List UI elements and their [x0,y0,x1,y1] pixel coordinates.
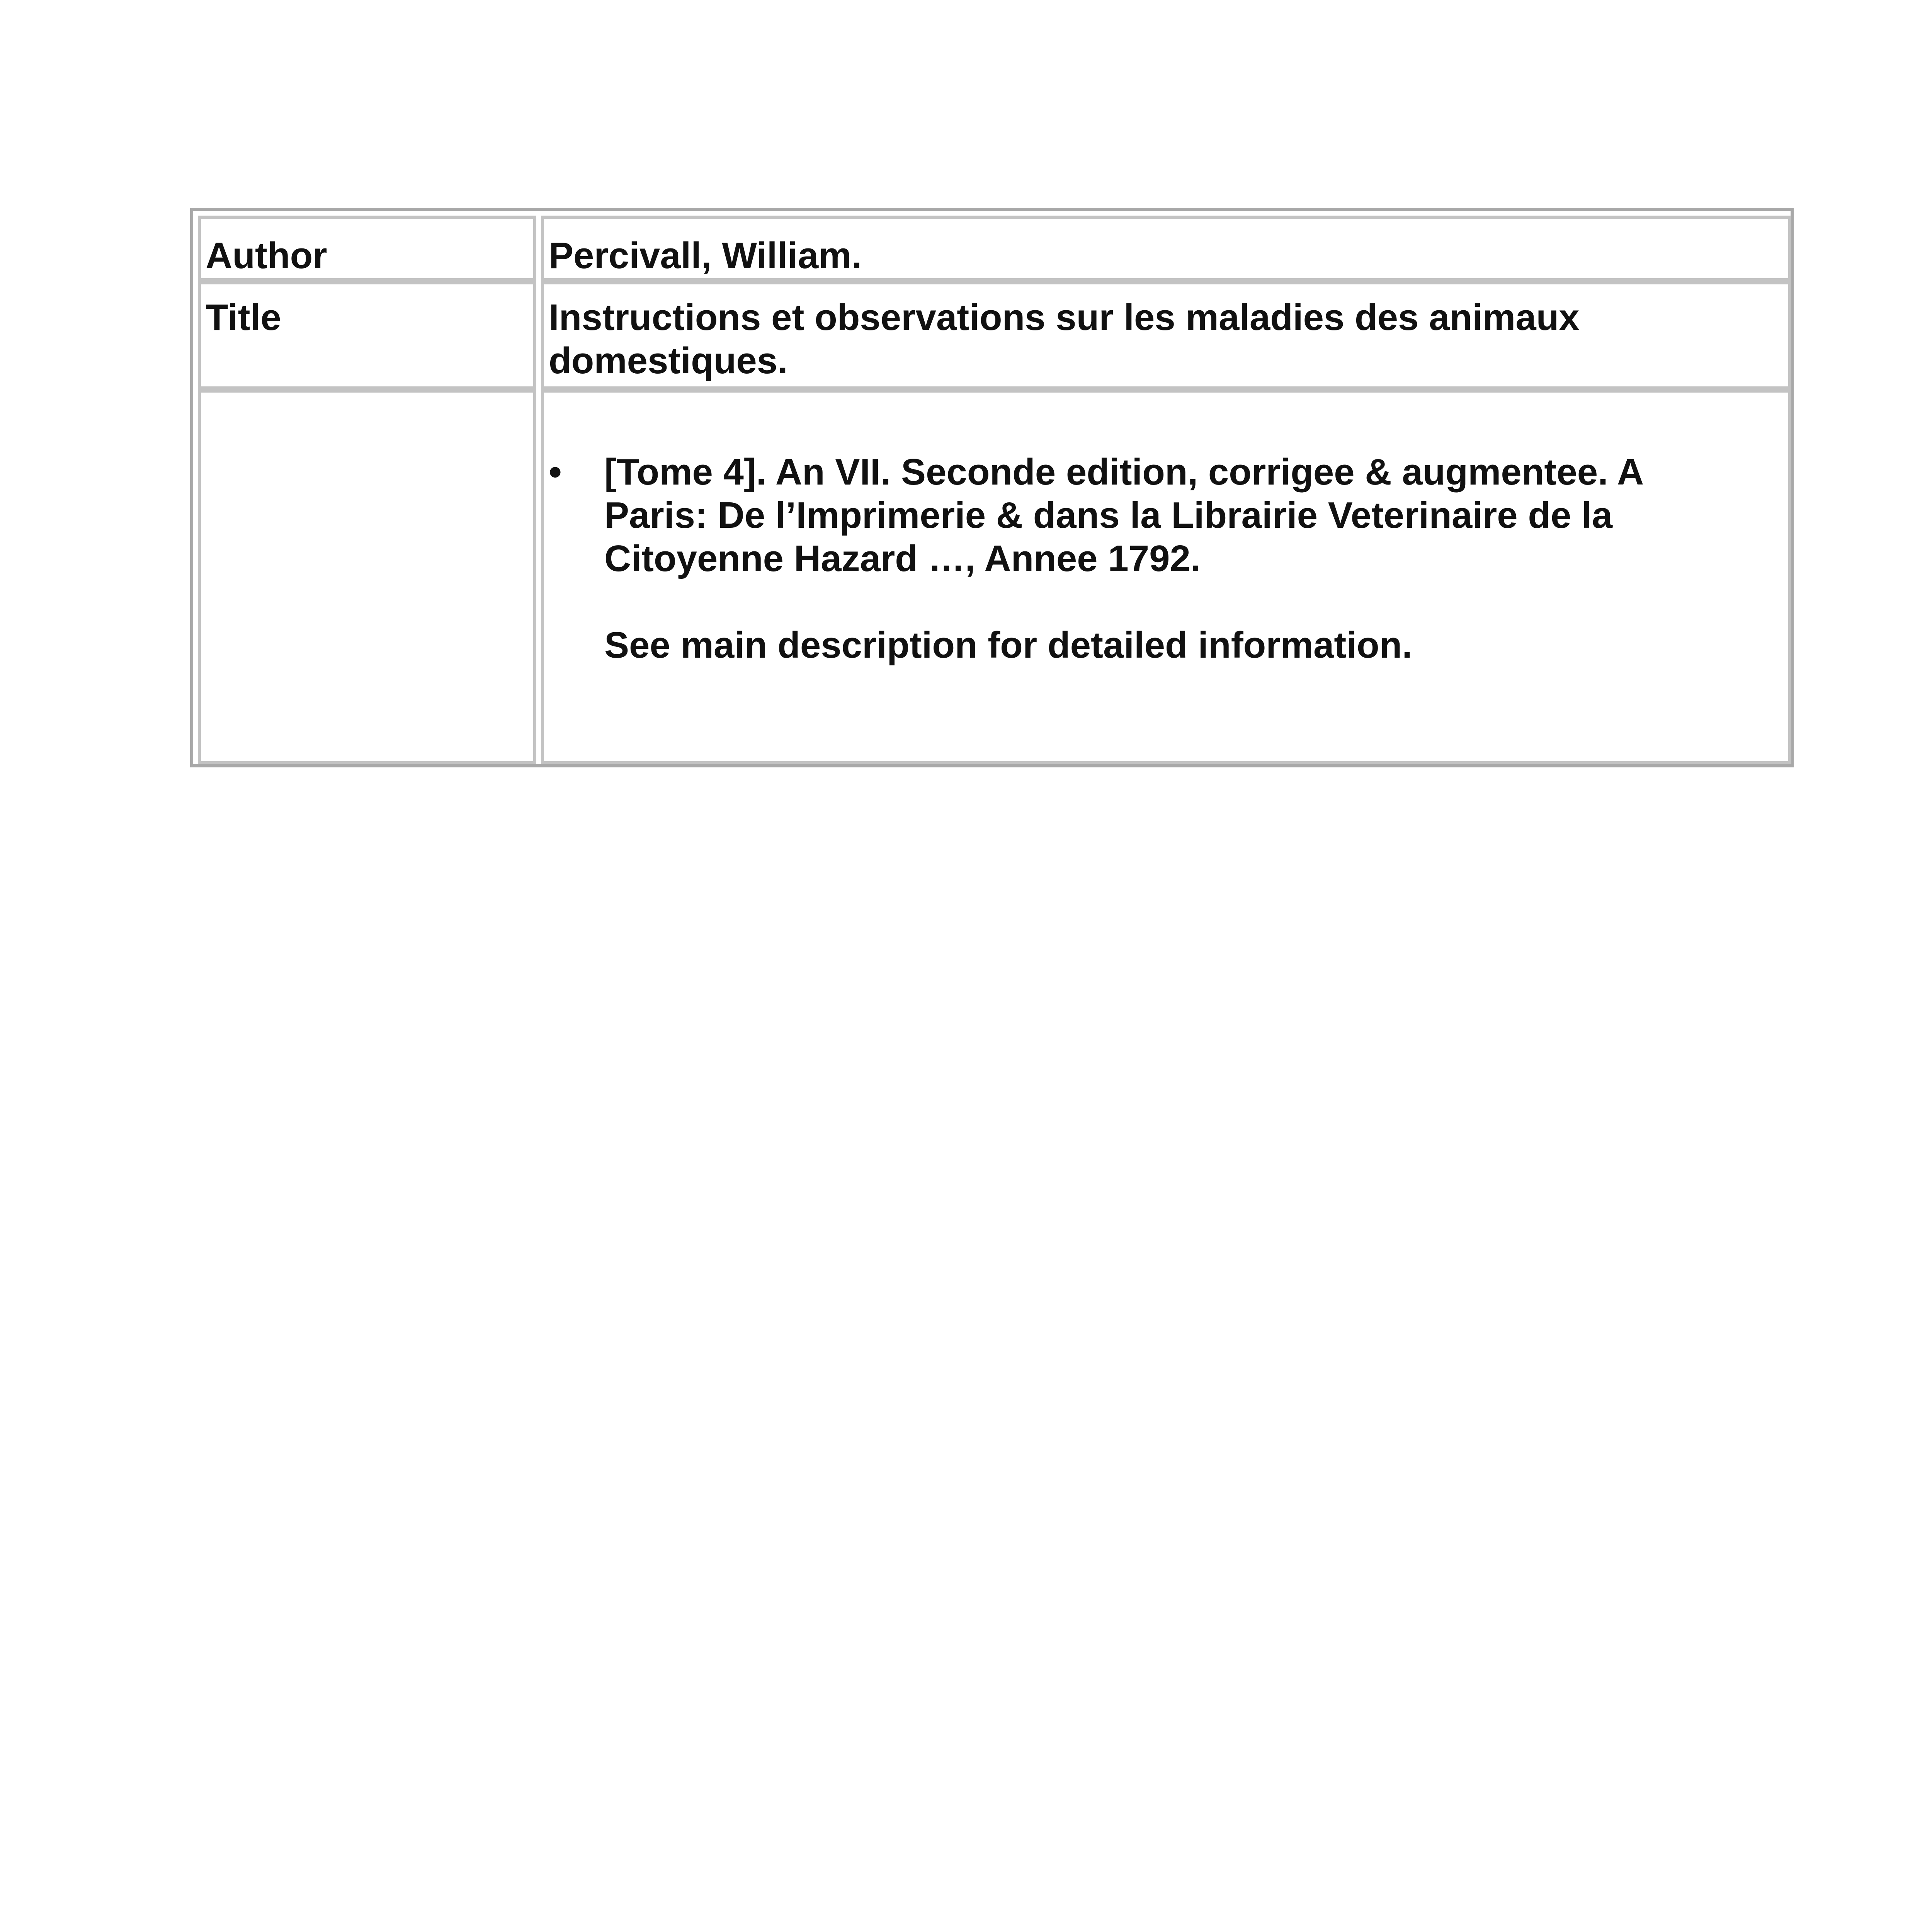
title-label: Title [206,297,281,338]
title-value: Instructions et observations sur les maladies des animaux domestiques. [549,297,1580,381]
title-label-cell [198,281,536,389]
author-value-cell [541,216,1791,281]
catalog-record-table [190,208,1794,767]
holdings-label-cell [198,389,536,764]
author-label: Author [206,235,327,276]
title-value-cell [541,281,1791,389]
author-label-cell [198,216,536,281]
holdings-list [544,451,1788,667]
bullet-icon: • [549,451,562,493]
holdings-item-text: [Tome 4]. An VII. Seconde edition, corrigee & augmentee. A Paris: De l’Imprimerie & dans la Librairie Veterinaire de la Citoyenne Hazard …, Annee 1792. [604,451,1643,579]
holdings-note: See main description for detailed information. [604,624,1412,666]
list-item [544,451,1788,667]
holdings-value-cell [541,389,1791,764]
author-value: Percivall, William. [549,235,862,276]
